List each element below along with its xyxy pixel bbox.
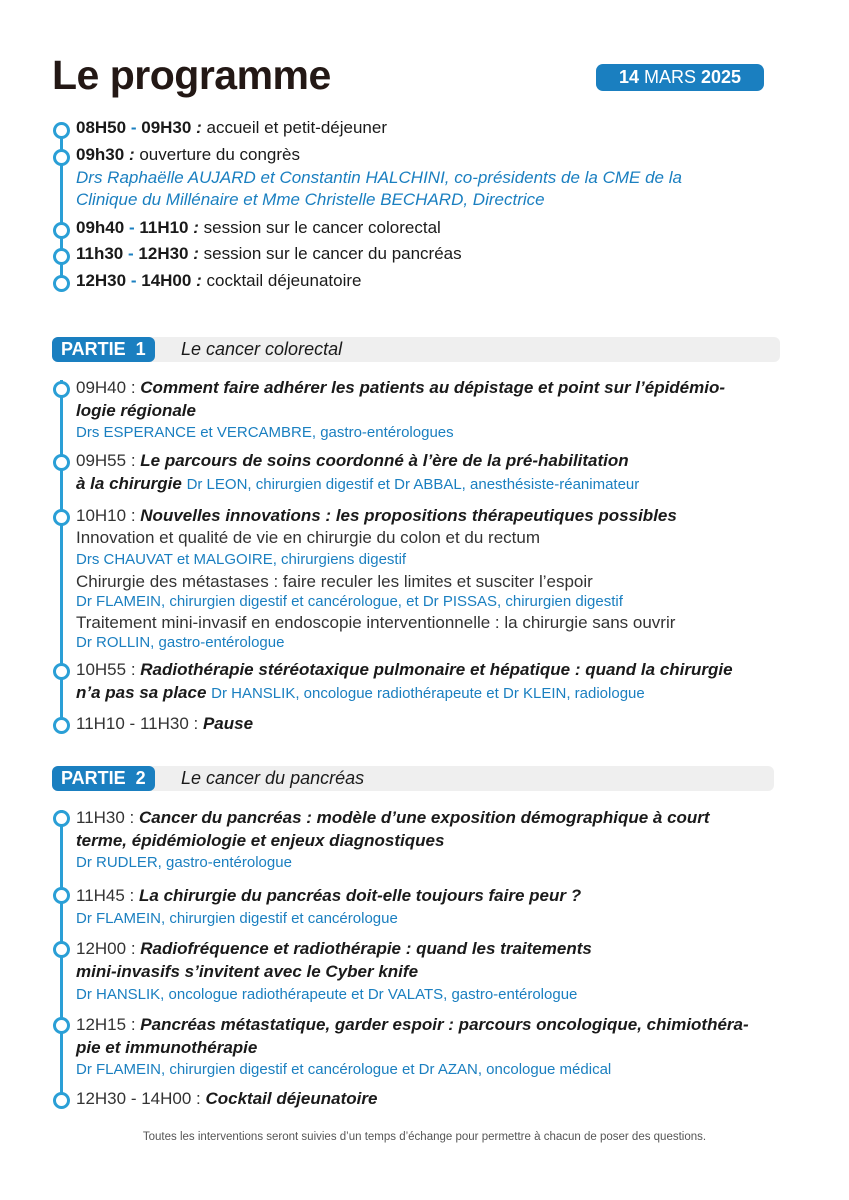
session-speakers: Dr FLAMEIN, chirurgien digestif et cancérologue, et Dr PISSAS, chirurgien digestif [76,593,623,610]
session-speakers: Dr FLAMEIN, chirurgien digestif et cancérologue [76,910,398,927]
timeline-dot [53,122,70,139]
intro-item: 08H50 - 09H30 : accueil et petit-déjeuner [76,118,388,137]
session-item: 11H10 - 11H30 : Pause [76,714,254,733]
session-speakers: Drs CHAUVAT et MALGOIRE, chirurgiens digestif [76,551,407,568]
timeline-dot [53,717,70,734]
timeline-dot [53,381,70,398]
session-item: 09H40 : Comment faire adhérer les patients au dépistage et point sur l’épidémio- [76,378,726,397]
timeline-dot [53,509,70,526]
part2-badge: PARTIE 2 [52,766,155,791]
session-title-cont: à la chirurgie Dr LEON, chirurgien digestif et Dr ABBAL, anesthésiste-réanimateur [76,474,640,493]
footer-note: Toutes les interventions seront suivies d’un temps d’échange pour permettre à chacun de poser des questions. [142,1131,707,1143]
session-item: 10H10 : Nouvelles innovations : les propositions thérapeutiques possibles [76,506,677,525]
session-speakers: Drs ESPERANCE et VERCAMBRE, gastro-entérologues [76,424,454,441]
session-title-cont: n’a pas sa place Dr HANSLIK, oncologue radiothérapeute et Dr KLEIN, radiologue [76,683,645,702]
session-item: 11H45 : La chirurgie du pancréas doit-elle toujours faire peur ? [76,886,582,905]
timeline-dot [53,454,70,471]
date-badge [596,64,764,91]
timeline-dot [53,275,70,292]
session-item: 12H30 - 14H00 : Cocktail déjeunatoire [76,1089,378,1108]
part1-header-bar [52,337,780,362]
page-title: Le programme [52,52,331,98]
session-item: 09H55 : Le parcours de soins coordonné à l’ère de la pré-habilitation [76,451,629,470]
session-speakers: Dr HANSLIK, oncologue radiothérapeute et Dr VALATS, gastro-entérologue [76,986,578,1003]
session-item: 12H15 : Pancréas métastatique, garder espoir : parcours oncologique, chimiothéra- [76,1015,749,1034]
session-item: 11H30 : Cancer du pancréas : modèle d’une exposition démographique à court [76,808,710,827]
session-title-cont: pie et immunothérapie [76,1038,258,1057]
date-month: MARS [643,67,696,87]
timeline-dot [53,222,70,239]
timeline-dot [53,663,70,680]
part1-badge: PARTIE 1 [52,337,155,362]
intro-item: 11h30 - 12H30 : session sur le cancer du pancréas [76,244,462,263]
session-speakers: Dr RUDLER, gastro-entérologue [76,854,292,871]
timeline-dot [53,149,70,166]
session-item: 12H00 : Radiofréquence et radiothérapie : quand les traitements [76,939,592,958]
intro-item: 09h40 - 11H10 : session sur le cancer colorectal [76,218,441,237]
sub-session: Chirurgie des métastases : faire reculer les limites et susciter l’espoir [76,572,593,591]
session-title-cont: terme, épidémiologie et enjeux diagnostiques [76,831,445,850]
timeline-dot [53,1017,70,1034]
session-speakers: Dr ROLLIN, gastro-entérologue [76,634,285,651]
date-year: 2025 [701,67,742,87]
intro-detail: Drs Raphaëlle AUJARD et Constantin HALCHINI, co-présidents de la CME de la [76,168,682,187]
sub-session: Innovation et qualité de vie en chirurgie du colon et du rectum [76,528,541,547]
session-title-cont: mini-invasifs s’invitent avec le Cyber knife [76,962,419,981]
timeline-dot [53,887,70,904]
intro-item: 12H30 - 14H00 : cocktail déjeunatoire [76,271,362,290]
timeline-dot [53,810,70,827]
part1-title: Le cancer colorectal [181,339,343,359]
timeline-dot [53,1092,70,1109]
date-day: 14 [618,67,639,87]
intro-detail: Clinique du Millénaire et Mme Christelle BECHARD, Directrice [76,190,545,209]
session-speakers: Dr FLAMEIN, chirurgien digestif et cancérologue et Dr AZAN, oncologue médical [76,1061,612,1078]
intro-item: 09h30 : ouverture du congrès [76,145,300,164]
sub-session: Traitement mini-invasif en endoscopie interventionnelle : la chirurgie sans ouvrir [76,613,676,632]
session-title-cont: logie régionale [76,401,196,420]
session-item: 10H55 : Radiothérapie stéréotaxique pulmonaire et hépatique : quand la chirurgie [76,660,733,679]
timeline-dot [53,248,70,265]
timeline-dot [53,941,70,958]
part2-header-bar [52,766,774,791]
part2-title: Le cancer du pancréas [181,768,365,788]
